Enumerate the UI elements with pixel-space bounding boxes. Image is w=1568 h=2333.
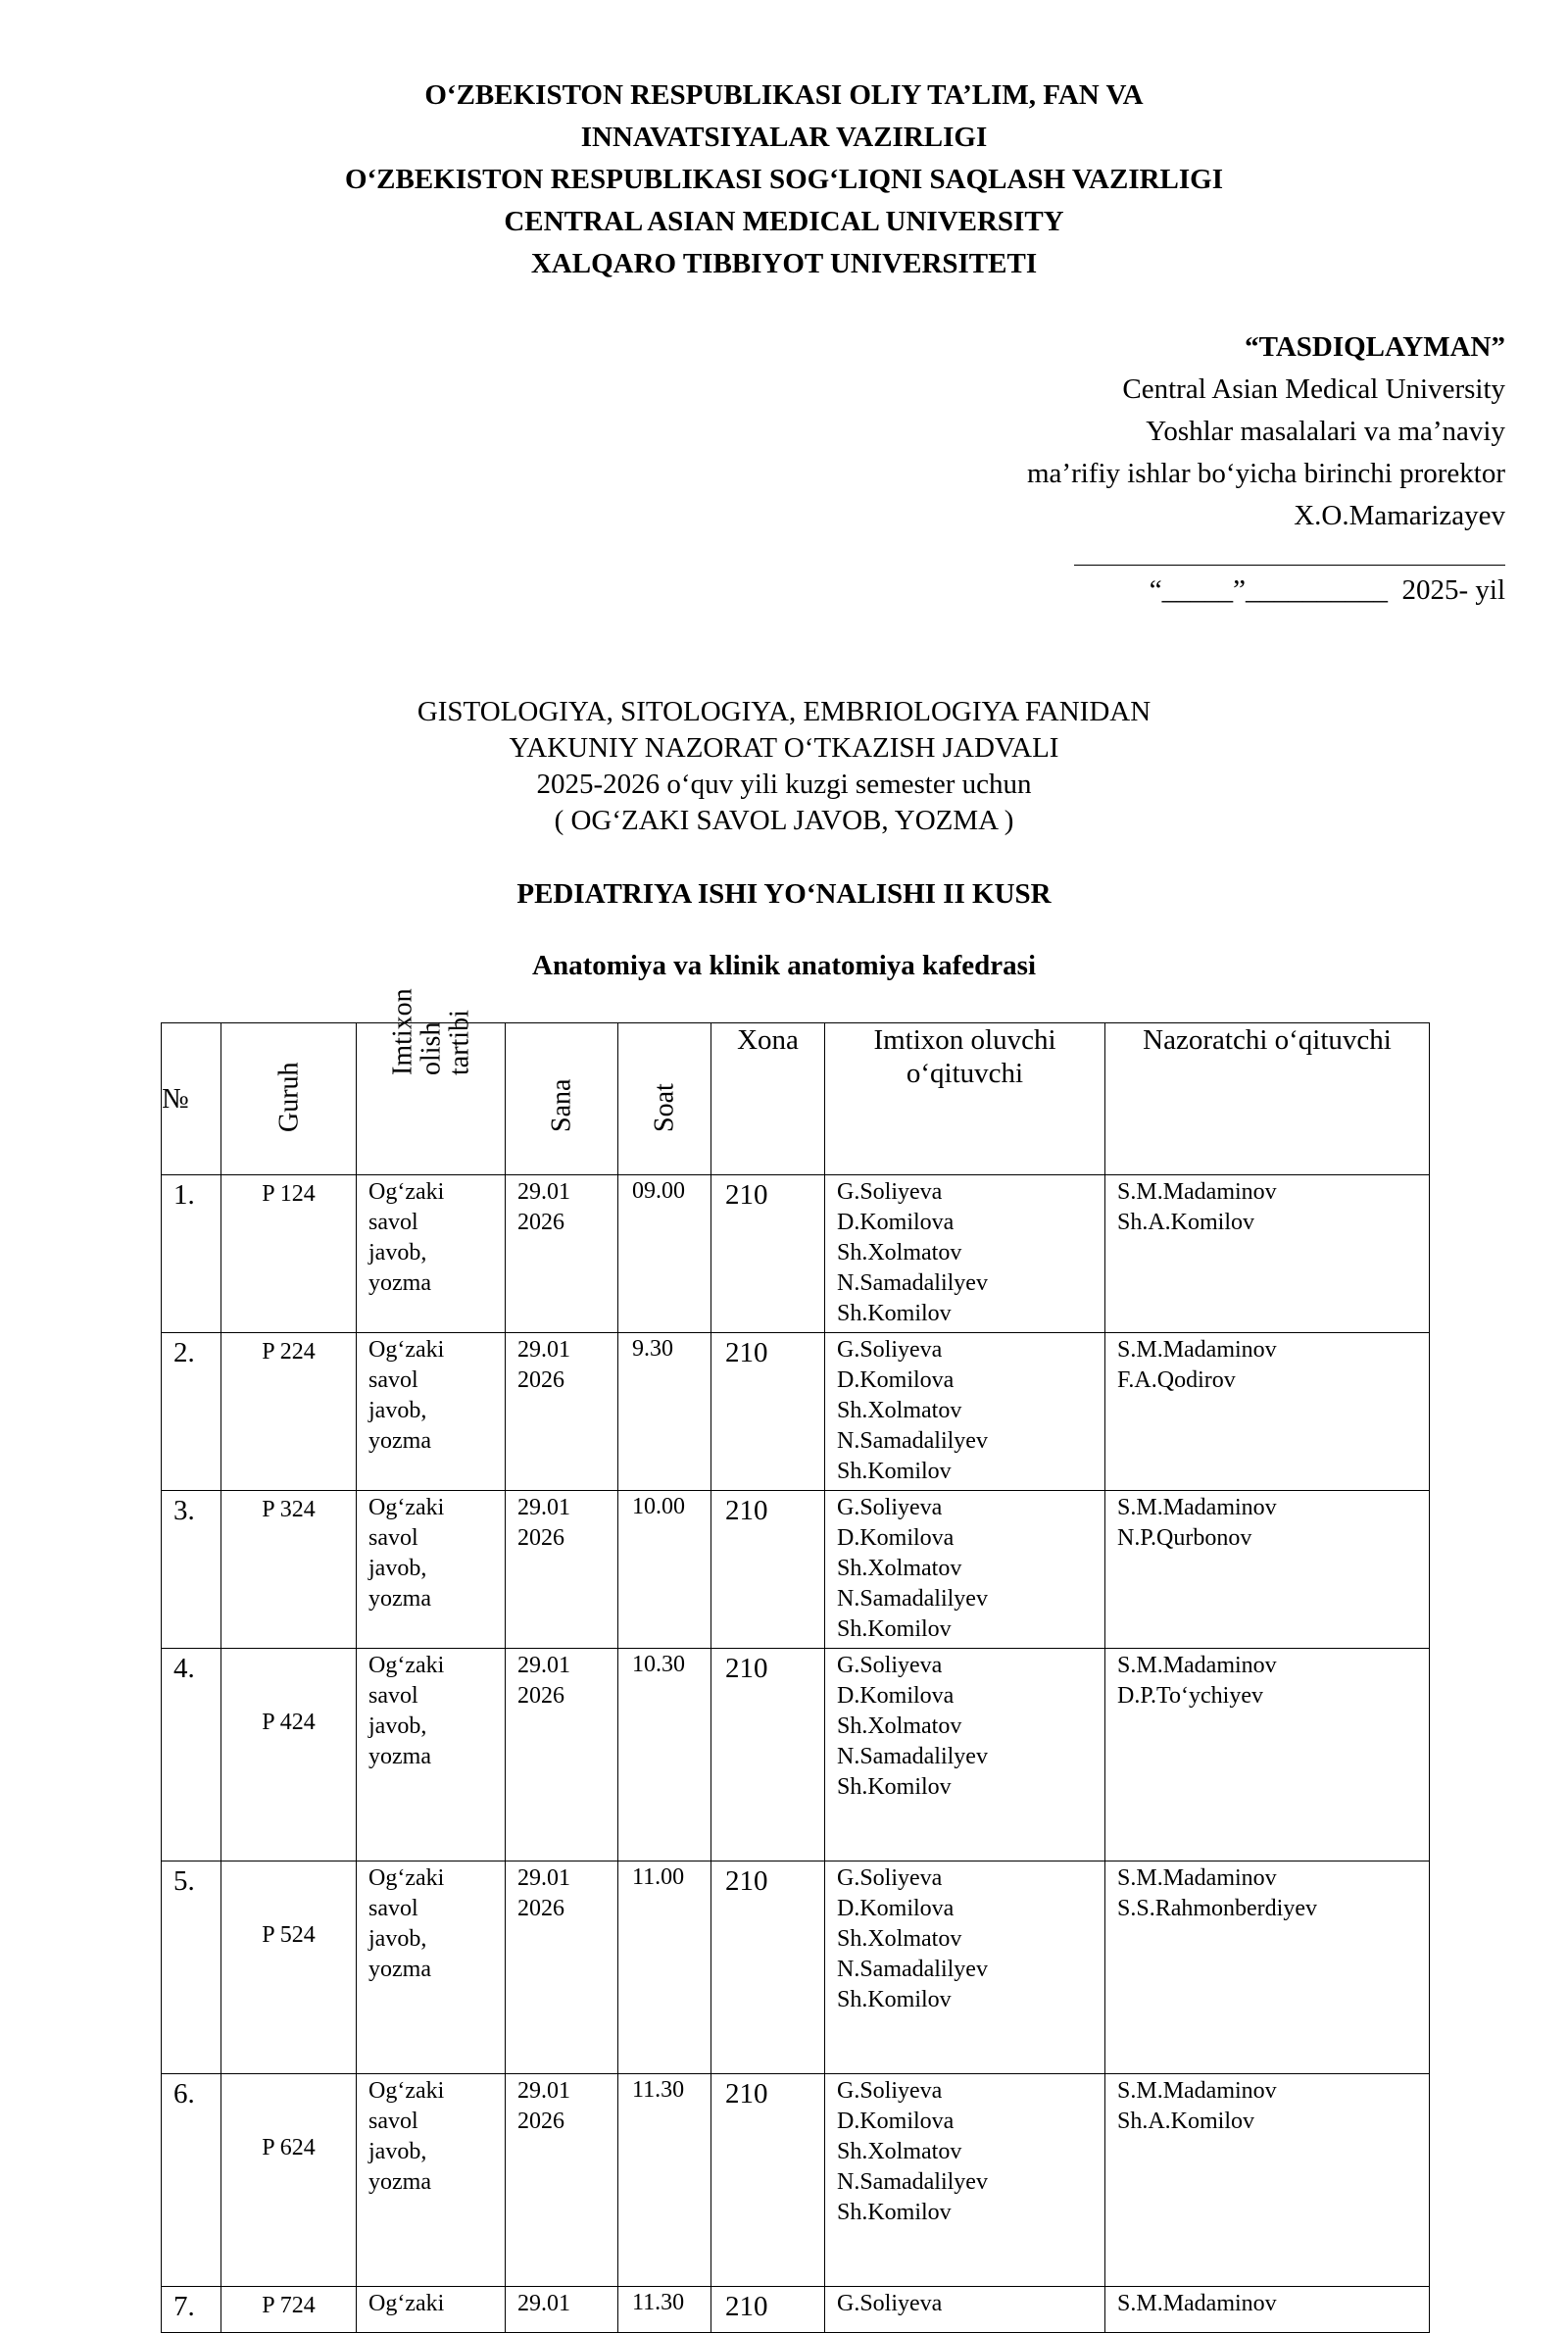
supervisors-cell-line: S.M.Madaminov bbox=[1117, 1179, 1277, 1205]
row-number: 1. bbox=[162, 1175, 221, 1333]
examiners-cell-line: G.Soliyeva bbox=[837, 2078, 943, 2104]
supervisors-cell-line: Sh.A.Komilov bbox=[1117, 1210, 1255, 1235]
date-cell bbox=[506, 2074, 618, 2287]
examiners-cell bbox=[825, 2287, 1105, 2333]
header-line: O‘ZBEKISTON RESPUBLIKASI OLIY TA’LIM, FAN VA bbox=[424, 79, 1144, 111]
group-cell: P 324 bbox=[221, 1491, 357, 1649]
supervisors-cell bbox=[1105, 2074, 1430, 2287]
header-room: Xona bbox=[711, 1023, 825, 1175]
examiners-cell-line: Sh.Xolmatov bbox=[837, 1556, 962, 1581]
date-cell bbox=[506, 1649, 618, 1861]
table-header-row bbox=[162, 1023, 1430, 1175]
examiners-cell-line: Sh.Komilov bbox=[837, 1459, 952, 1484]
supervisors-cell bbox=[1105, 1491, 1430, 1649]
supervisors-cell bbox=[1105, 1861, 1430, 2074]
header-order-label bbox=[388, 988, 473, 1075]
exam-order-cell-line: javob, bbox=[368, 2139, 427, 2164]
examiners-cell-line: D.Komilova bbox=[837, 1896, 955, 1921]
exam-order-cell-line: Og‘zaki bbox=[368, 1495, 445, 1520]
exam-order-cell-line: savol bbox=[368, 2109, 418, 2134]
examiners-cell-line: G.Soliyeva bbox=[837, 1337, 943, 1363]
header-order-line: tartibi bbox=[444, 1010, 474, 1075]
examiners-cell-line: Sh.Komilov bbox=[837, 1301, 952, 1326]
supervisors-cell-line: S.M.Madaminov bbox=[1117, 1495, 1277, 1520]
exam-order-cell-line: yozma bbox=[368, 1586, 431, 1612]
header-date-label: Sana bbox=[546, 1078, 577, 1132]
date-cell-line: 29.01 bbox=[517, 1337, 570, 1363]
supervisors-cell-line: F.A.Qodirov bbox=[1117, 1367, 1236, 1393]
examiners-cell-line: D.Komilova bbox=[837, 2109, 955, 2134]
supervisors-cell-line: S.M.Madaminov bbox=[1117, 2291, 1277, 2316]
date-cell-line: 29.01 bbox=[517, 2078, 570, 2104]
header-examiner-line: o‘qituvchi bbox=[906, 1058, 1024, 1089]
examiners-cell-line: D.Komilova bbox=[837, 1683, 955, 1709]
row-number: 4. bbox=[162, 1649, 221, 1861]
signature-line bbox=[1074, 545, 1505, 566]
examiners-cell-line: Sh.Xolmatov bbox=[837, 1926, 962, 1952]
title-line: ( OG‘ZAKI SAVOL JAVOB, YOZMA ) bbox=[554, 805, 1014, 836]
date-cell-line: 2026 bbox=[517, 1525, 564, 1551]
group-cell: P 724 bbox=[221, 2287, 357, 2333]
time-cell: 10.30 bbox=[618, 1649, 711, 1861]
exam-order-cell-line: savol bbox=[368, 1683, 418, 1709]
room-cell: 210 bbox=[711, 1175, 825, 1333]
group-cell: P 224 bbox=[221, 1333, 357, 1491]
row-number: 3. bbox=[162, 1491, 221, 1649]
row-number: 2. bbox=[162, 1333, 221, 1491]
header-line: O‘ZBEKISTON RESPUBLIKASI SOG‘LIQNI SAQLASH VAZIRLIGI bbox=[344, 164, 1224, 195]
date-cell-line: 29.01 bbox=[517, 2291, 570, 2316]
supervisors-cell-line: Sh.A.Komilov bbox=[1117, 2109, 1255, 2134]
date-cell-line: 2026 bbox=[517, 1683, 564, 1709]
exam-order-cell-line: savol bbox=[368, 1210, 418, 1235]
room-cell: 210 bbox=[711, 1649, 825, 1861]
examiners-cell-line: D.Komilova bbox=[837, 1525, 955, 1551]
table-row bbox=[162, 1861, 1430, 2074]
exam-order-cell-line: Og‘zaki bbox=[368, 1865, 445, 1891]
supervisors-cell-line: S.M.Madaminov bbox=[1117, 2078, 1277, 2104]
exam-order-cell-line: savol bbox=[368, 1896, 418, 1921]
title-line: GISTOLOGIYA, SITOLOGIYA, EMBRIOLOGIYA FANIDAN bbox=[416, 696, 1152, 727]
exam-order-cell-line: Og‘zaki bbox=[368, 1653, 445, 1678]
header-order-line: olish bbox=[416, 1021, 446, 1075]
exam-order-cell-line: savol bbox=[368, 1525, 418, 1551]
supervisors-cell-line: S.S.Rahmonberdiyev bbox=[1117, 1896, 1317, 1921]
exam-order-cell bbox=[357, 1861, 506, 2074]
examiners-cell-line: G.Soliyeva bbox=[837, 2291, 943, 2316]
examiners-cell bbox=[825, 1491, 1105, 1649]
date-cell-line: 2026 bbox=[517, 1210, 564, 1235]
approval-title: “TASDIQLAYMAN” bbox=[1245, 331, 1505, 363]
exam-order-cell-line: yozma bbox=[368, 1744, 431, 1769]
time-cell: 11.30 bbox=[618, 2074, 711, 2287]
examiners-cell-line: Sh.Xolmatov bbox=[837, 1240, 962, 1266]
time-cell: 11.00 bbox=[618, 1861, 711, 2074]
date-cell bbox=[506, 1175, 618, 1333]
time-cell: 9.30 bbox=[618, 1333, 711, 1491]
exam-order-cell bbox=[357, 2074, 506, 2287]
approver-name: X.O.Mamarizayev bbox=[1294, 500, 1505, 531]
exam-order-cell-line: yozma bbox=[368, 2169, 431, 2195]
title-line: 2025-2026 o‘quv yili kuzgi semester uchun bbox=[536, 769, 1032, 800]
date-cell-line: 29.01 bbox=[517, 1495, 570, 1520]
exam-order-cell-line: javob, bbox=[368, 1556, 427, 1581]
exam-order-cell bbox=[357, 2287, 506, 2333]
date-cell-line: 2026 bbox=[517, 1367, 564, 1393]
exam-order-cell-line: javob, bbox=[368, 1926, 427, 1952]
header-no: № bbox=[162, 1023, 221, 1175]
exam-schedule-table bbox=[161, 988, 1430, 2333]
examiners-cell-line: N.Samadalilyev bbox=[837, 1957, 988, 1982]
header-group-label: Guruh bbox=[273, 1062, 304, 1132]
approval-block bbox=[1027, 326, 1505, 612]
examiners-cell bbox=[825, 1861, 1105, 2074]
row-number: 6. bbox=[162, 2074, 221, 2287]
ministry-header bbox=[0, 74, 1568, 285]
group-cell: P 124 bbox=[221, 1175, 357, 1333]
header-group bbox=[221, 1023, 357, 1175]
header-order-line: Imtixon bbox=[387, 988, 417, 1075]
time-cell: 09.00 bbox=[618, 1175, 711, 1333]
examiners-cell-line: Sh.Xolmatov bbox=[837, 2139, 962, 2164]
exam-order-cell bbox=[357, 1491, 506, 1649]
exam-order-cell-line: javob, bbox=[368, 1713, 427, 1739]
room-cell: 210 bbox=[711, 2074, 825, 2287]
table-row bbox=[162, 1333, 1430, 1491]
examiners-cell-line: G.Soliyeva bbox=[837, 1653, 943, 1678]
exam-order-cell-line: Og‘zaki bbox=[368, 1337, 445, 1363]
time-cell: 11.30 bbox=[618, 2287, 711, 2333]
date-cell bbox=[506, 1333, 618, 1491]
examiners-cell-line: G.Soliyeva bbox=[837, 1495, 943, 1520]
examiners-cell-line: G.Soliyeva bbox=[837, 1865, 943, 1891]
exam-order-cell-line: yozma bbox=[368, 1957, 431, 1982]
examiners-cell-line: D.Komilova bbox=[837, 1210, 955, 1235]
supervisors-cell-line: N.P.Qurbonov bbox=[1117, 1525, 1252, 1551]
examiners-cell bbox=[825, 1175, 1105, 1333]
supervisors-cell bbox=[1105, 1649, 1430, 1861]
date-cell bbox=[506, 2287, 618, 2333]
header-supervisor: Nazoratchi o‘qituvchi bbox=[1105, 1023, 1430, 1175]
examiners-cell-line: N.Samadalilyev bbox=[837, 1428, 988, 1454]
header-time-label: Soat bbox=[649, 1083, 680, 1132]
approval-line: ma’rifiy ishlar bo‘yicha birinchi prorektor bbox=[1026, 458, 1505, 489]
supervisors-cell-line: S.M.Madaminov bbox=[1117, 1337, 1277, 1363]
date-cell-line: 29.01 bbox=[517, 1653, 570, 1678]
supervisors-cell bbox=[1105, 1175, 1430, 1333]
title-line: YAKUNIY NAZORAT O‘TKAZISH JADVALI bbox=[509, 732, 1059, 764]
time-cell: 10.00 bbox=[618, 1491, 711, 1649]
room-cell: 210 bbox=[711, 1333, 825, 1491]
date-cell bbox=[506, 1861, 618, 2074]
table-row bbox=[162, 2287, 1430, 2333]
header-date bbox=[506, 1023, 618, 1175]
table-row bbox=[162, 1491, 1430, 1649]
header-line: XALQARO TIBBIYOT UNIVERSITETI bbox=[530, 248, 1038, 279]
header-line: INNAVATSIYALAR VAZIRLIGI bbox=[580, 122, 988, 153]
table-row bbox=[162, 1175, 1430, 1333]
date-cell-line: 29.01 bbox=[517, 1865, 570, 1891]
group-cell: P 424 bbox=[221, 1649, 357, 1861]
supervisors-cell bbox=[1105, 1333, 1430, 1491]
examiners-cell-line: N.Samadalilyev bbox=[837, 1744, 988, 1769]
department-name: Anatomiya va klinik anatomiya kafedrasi bbox=[532, 950, 1036, 981]
exam-order-cell-line: Og‘zaki bbox=[368, 2078, 445, 2104]
approval-line: Yoshlar masalalari va ma’naviy bbox=[1146, 416, 1505, 447]
examiners-cell-line: Sh.Xolmatov bbox=[837, 1398, 962, 1423]
exam-order-cell-line: javob, bbox=[368, 1240, 427, 1266]
exam-order-cell-line: yozma bbox=[368, 1428, 431, 1454]
approval-date: “_____”__________ 2025- yil bbox=[1149, 574, 1505, 606]
exam-order-cell-line: savol bbox=[368, 1367, 418, 1393]
group-cell: P 624 bbox=[221, 2074, 357, 2287]
examiners-cell-line: Sh.Komilov bbox=[837, 2200, 952, 2225]
examiners-cell-line: Sh.Xolmatov bbox=[837, 1713, 962, 1739]
examiners-cell-line: N.Samadalilyev bbox=[837, 1586, 988, 1612]
examiners-cell-line: G.Soliyeva bbox=[837, 1179, 943, 1205]
date-cell-line: 2026 bbox=[517, 1896, 564, 1921]
document-title bbox=[0, 694, 1568, 839]
supervisors-cell bbox=[1105, 2287, 1430, 2333]
room-cell: 210 bbox=[711, 2287, 825, 2333]
header-examiner-line: Imtixon oluvchi bbox=[873, 1024, 1056, 1056]
examiners-cell-line: Sh.Komilov bbox=[837, 1987, 952, 2012]
exam-order-cell-line: yozma bbox=[368, 1270, 431, 1296]
faculty-subtitle: PEDIATRIYA ISHI YO‘NALISHI II KUSR bbox=[516, 878, 1052, 910]
exam-order-cell bbox=[357, 1649, 506, 1861]
row-number: 7. bbox=[162, 2287, 221, 2333]
supervisors-cell-line: S.M.Madaminov bbox=[1117, 1653, 1277, 1678]
exam-order-cell bbox=[357, 1175, 506, 1333]
examiners-cell-line: N.Samadalilyev bbox=[837, 2169, 988, 2195]
exam-order-cell bbox=[357, 1333, 506, 1491]
examiners-cell bbox=[825, 1333, 1105, 1491]
supervisors-cell-line: D.P.To‘ychiyev bbox=[1117, 1683, 1263, 1709]
date-cell-line: 29.01 bbox=[517, 1179, 570, 1205]
examiners-cell-line: Sh.Komilov bbox=[837, 1616, 952, 1642]
examiners-cell-line: Sh.Komilov bbox=[837, 1774, 952, 1800]
supervisors-cell-line: S.M.Madaminov bbox=[1117, 1865, 1277, 1891]
room-cell: 210 bbox=[711, 1861, 825, 2074]
table-row bbox=[162, 2074, 1430, 2287]
row-number: 5. bbox=[162, 1861, 221, 2074]
header-examiner bbox=[825, 1023, 1105, 1175]
exam-order-cell-line: Og‘zaki bbox=[368, 1179, 445, 1205]
header-time bbox=[618, 1023, 711, 1175]
room-cell: 210 bbox=[711, 1491, 825, 1649]
exam-order-cell-line: javob, bbox=[368, 1398, 427, 1423]
examiners-cell bbox=[825, 1649, 1105, 1861]
examiners-cell bbox=[825, 2074, 1105, 2287]
examiners-cell-line: N.Samadalilyev bbox=[837, 1270, 988, 1296]
examiners-cell-line: D.Komilova bbox=[837, 1367, 955, 1393]
date-cell-line: 2026 bbox=[517, 2109, 564, 2134]
exam-order-cell-line: Og‘zaki bbox=[368, 2291, 445, 2316]
approval-line: Central Asian Medical University bbox=[1122, 373, 1505, 405]
date-cell bbox=[506, 1491, 618, 1649]
header-order bbox=[357, 988, 506, 1175]
header-line: CENTRAL ASIAN MEDICAL UNIVERSITY bbox=[504, 206, 1064, 237]
group-cell: P 524 bbox=[221, 1861, 357, 2074]
table-row bbox=[162, 1649, 1430, 1861]
